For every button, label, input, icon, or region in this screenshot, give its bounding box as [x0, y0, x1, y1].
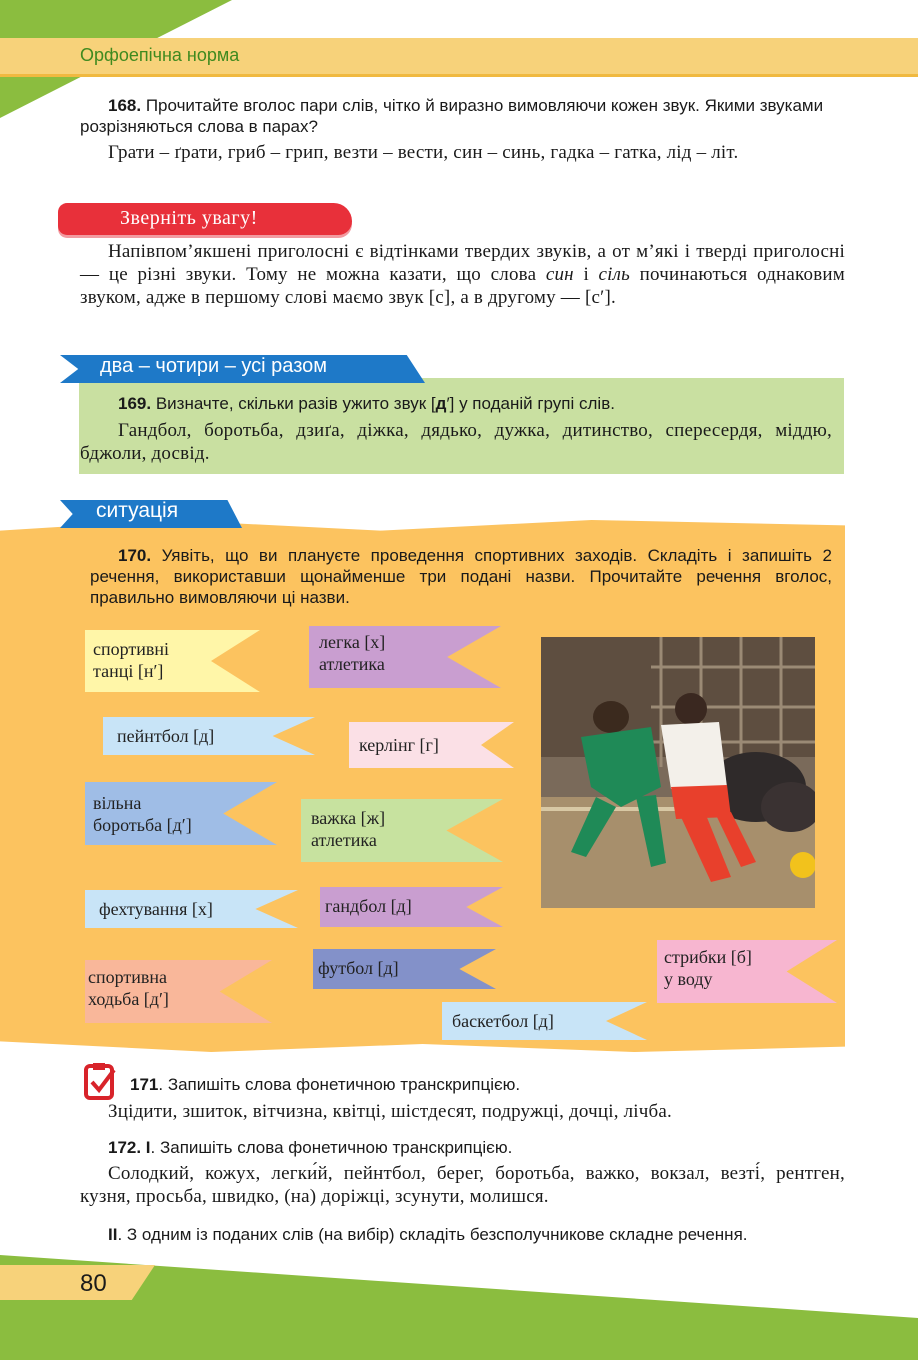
- tag-freestyle-wrestling: [85, 782, 277, 845]
- tag-label: спортивна ходьба [д′]: [88, 967, 169, 1009]
- tag-label: стрибки [б] у воду: [664, 947, 752, 989]
- futsal-photo: [541, 637, 815, 908]
- tag-football: [313, 949, 496, 989]
- tag-label: легка [х] атлетика: [319, 632, 386, 674]
- tag-label: пейнтбол [д]: [117, 726, 215, 746]
- task-168-words: [80, 141, 845, 164]
- tag-light-athletics: [309, 626, 501, 688]
- tag-label: гандбол [д]: [325, 896, 412, 916]
- task-169-instruction: [118, 393, 838, 414]
- task-171-words: [108, 1100, 848, 1123]
- tag-basketball: [442, 1002, 647, 1040]
- tag-label: спортивні танці [н′]: [93, 639, 170, 681]
- tag-label: баскетбол [д]: [452, 1011, 554, 1031]
- tag-label: керлінг [г]: [359, 735, 439, 755]
- task-168-instruction: [80, 95, 845, 137]
- tag-handball: [320, 887, 503, 927]
- attention-text-2: і: [573, 264, 599, 285]
- task-168-text: Прочитайте вголос пари слів, чітко й виразно вимовляючи кожен звук. Якими звуками розрізняються слова в парах?: [80, 96, 824, 136]
- task-171-text: . Запишіть слова фонетичною транскрипцією.: [158, 1075, 521, 1094]
- checklist-icon: [82, 1058, 120, 1102]
- tag-label: важка [ж] атлетика: [311, 808, 386, 850]
- attention-italic-1: син: [545, 264, 574, 285]
- task-170-number: 170.: [118, 546, 152, 565]
- task-172-words: [80, 1162, 845, 1208]
- task-168-number: 168.: [108, 96, 142, 115]
- task-169-word-list: Гандбол, боротьба, дзиґа, діжка, дядько, дужка, дитинство, спересердя, міддю, бджоли, досвід.: [80, 420, 832, 464]
- task-170-text: Уявіть, що ви плануєте проведення спортивних заходів. Складіть і запишіть 2 речення, використавши щонайменше три подані назви. Прочитайте речення вголос, правильно вимовляючи ці назви.: [90, 546, 832, 607]
- task-172-part2: [108, 1224, 848, 1245]
- section-title: Орфоепічна норма: [80, 45, 240, 65]
- attention-italic-2: сіль: [598, 264, 630, 285]
- tag-diving: [657, 940, 837, 1003]
- task-171-number: 171: [130, 1075, 159, 1094]
- page-number: 80: [80, 1270, 107, 1297]
- attention-text-1: Напівпом’якшені приголосні є відтінками твердих звуків, а от м’які і тверді приголосні — це різні звуки. Тому не можна казати, що слова: [80, 241, 845, 285]
- task-168-word-pairs: Грати – ґрати, гриб – грип, везти – вести, син – синь, гадка – гатка, лід – літ.: [108, 142, 739, 163]
- task-170-instruction: [90, 545, 832, 608]
- futsal-photo-illustration: [541, 637, 815, 908]
- task-171-instruction: [130, 1074, 830, 1095]
- task-172-text: . Запишіть слова фонетичною транскрипцією.: [150, 1138, 513, 1157]
- situation-banner-label: ситуація: [96, 499, 179, 522]
- tag-race-walking: [85, 960, 272, 1023]
- attention-text: [80, 240, 845, 309]
- tag-sport-dances: [85, 630, 260, 692]
- task-172-number: 172. І: [108, 1138, 151, 1157]
- task-172-part2-text: . З одним із поданих слів (на вибір) складіть безсполучникове складне речення.: [117, 1225, 748, 1244]
- task-169-words: [80, 419, 832, 465]
- task-172-part2-number: ІІ: [108, 1225, 118, 1244]
- task-169-sound: д: [435, 394, 447, 413]
- tag-label: фехтування [х]: [99, 899, 213, 919]
- group-banner-label: два – чотири – усі разом: [100, 355, 328, 377]
- tag-curling: [349, 722, 514, 768]
- tag-label: футбол [д]: [318, 958, 399, 978]
- task-171-word-list: Зцідити, зшиток, вітчизна, квітці, шістдесят, подружці, дочці, лічба.: [108, 1101, 672, 1122]
- task-169-text-1: Визначте, скільки разів ужито звук [: [151, 394, 436, 413]
- attention-label: Зверніть увагу!: [120, 207, 258, 229]
- attention-text-3: починаються однаковим звуком, адже в першому слові маємо звук [с], а в другому — [с′].: [80, 264, 845, 308]
- page-number-tab: [0, 1265, 155, 1300]
- task-169-number: 169.: [118, 394, 152, 413]
- tag-paintball: [103, 717, 315, 755]
- tag-fencing: [85, 890, 298, 928]
- tag-heavy-athletics: [301, 799, 503, 862]
- task-169-text-2: ′] у поданій групі слів.: [446, 394, 615, 413]
- task-172-instruction: [108, 1137, 838, 1158]
- task-172-word-list: Солодкий, кожух, легки́й, пейнтбол, берег, боротьба, важко, вокзал, везті́, рентген, кузня, просьба, швидко, (на) доріжці, зсунути, молишся.: [80, 1163, 845, 1207]
- tag-label: вільна боротьба [д′]: [93, 793, 192, 835]
